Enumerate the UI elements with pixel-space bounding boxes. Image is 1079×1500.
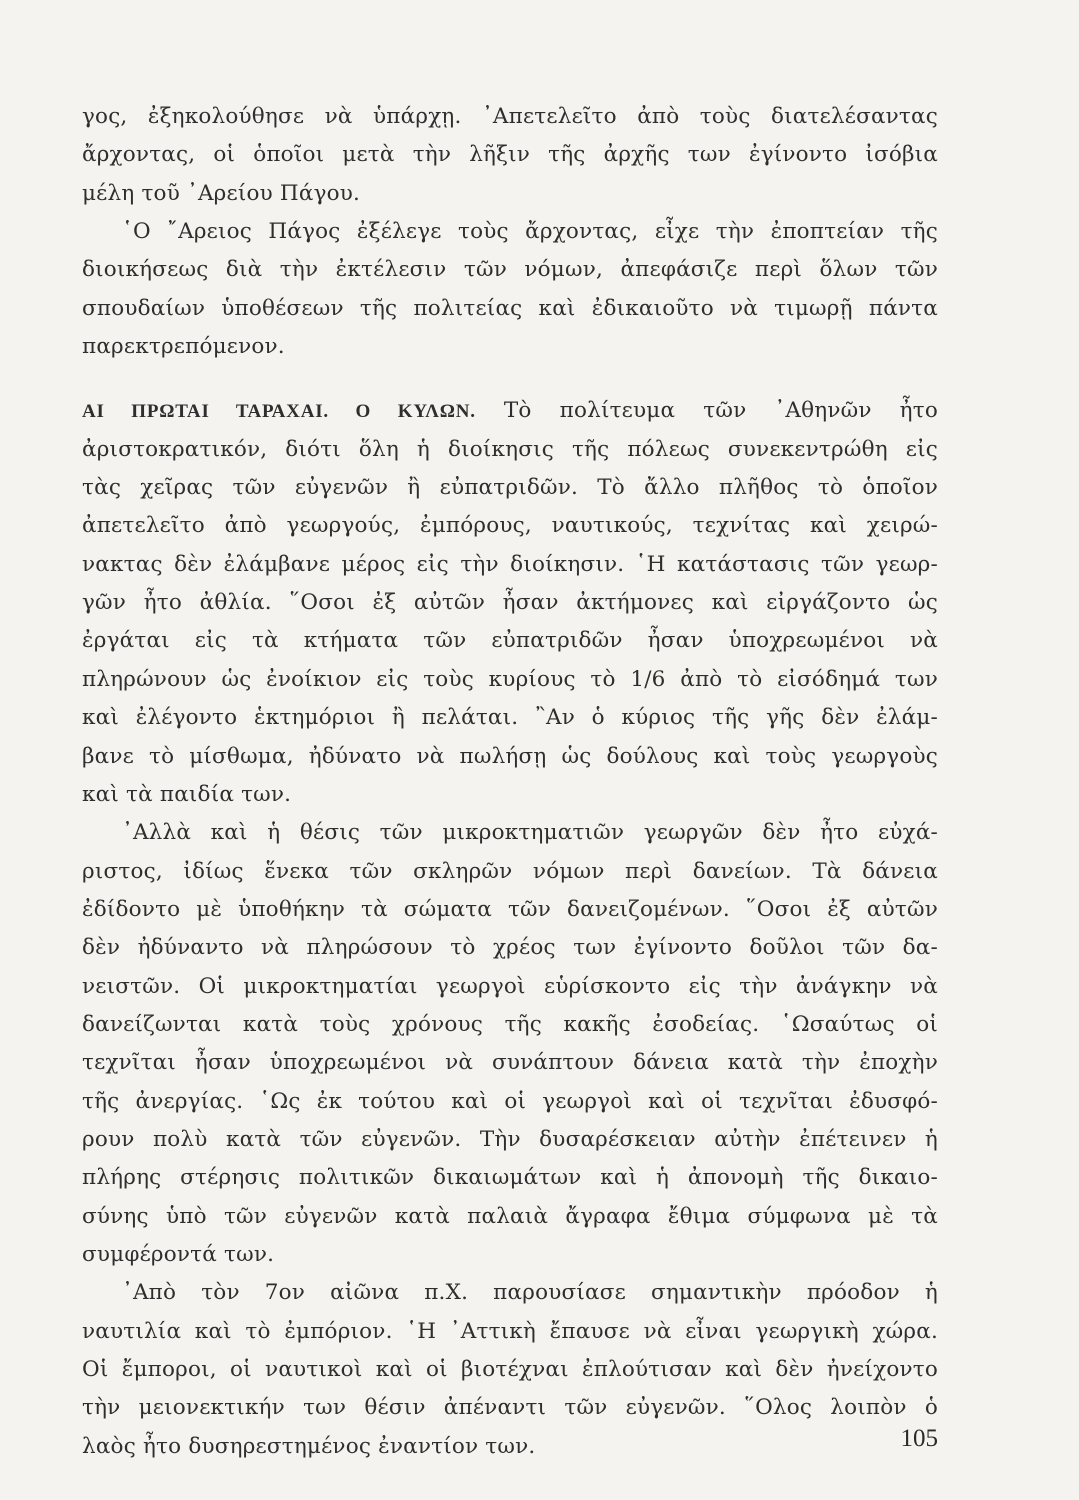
text-line: παρεκτρεπόμενον. — [82, 334, 285, 360]
text-line: καὶ τὰ παιδία των. — [82, 781, 292, 807]
text-line: ἀριστοκρατικόν, διότι ὅλη ἡ διοίκησις τῆς πόλεως συνεκεντρώθη εἰς — [82, 436, 938, 462]
text-line: νειστῶν. Οἱ μικροκτηματίαι γεωργοὶ εὑρίσκοντο εἰς τὴν ἀνάγκην νὰ — [82, 973, 938, 999]
text-line: ἐδίδοντο μὲ ὑποθήκην τὰ σώματα τῶν δανειζομένων. ῞Οσοι ἐξ αὐτῶν — [82, 896, 938, 922]
text-line: ἐργάται εἰς τὰ κτήματα τῶν εὐπατριδῶν ἦσαν ὑποχρεωμένοι νὰ — [82, 628, 938, 654]
text-line: δὲν ἠδύναντο νὰ πληρώσουν τὸ χρέος των ἐγίνοντο δοῦλοι τῶν δα- — [82, 935, 938, 961]
text-line: γῶν ἦτο ἀθλία. ῞Οσοι ἐξ αὐτῶν ἦσαν ἀκτήμονες καὶ εἰργάζοντο ὡς — [82, 590, 938, 616]
text-line: πλήρης στέρησις πολιτικῶν δικαιωμάτων καὶ ἡ ἀπονομὴ τῆς δικαιο- — [82, 1165, 938, 1191]
text-line: ρουν πολὺ κατὰ τῶν εὐγενῶν. Τὴν δυσαρέσκειαν αὐτὴν ἐπέτεινεν ἡ — [82, 1126, 938, 1152]
section-heading: ΑΙ ΠΡΩΤΑΙ ΤΑΡΑΧΑΙ. Ο ΚΥΛΩΝ. — [82, 401, 476, 423]
text-line: ἀπετελεῖτο ἀπὸ γεωργούς, ἐμπόρους, ναυτικούς, τεχνίτας καὶ χειρώ- — [82, 513, 938, 539]
text-line: νακτας δὲν ἐλάμβανε μέρος εἰς τὴν διοίκησιν. ῾Η κατάστασις τῶν γεωρ- — [82, 551, 938, 577]
text-line: πληρώνουν ὡς ἐνοίκιον εἰς τοὺς κυρίους τὸ 1/6 ἀπὸ τὸ εἰσόδημά των — [82, 666, 938, 692]
text-fragment: Τὸ πολίτευμα τῶν ᾿Αθηνῶν ἦτο — [503, 398, 939, 424]
text-line: γος, ἐξηκολούθησε νὰ ὑπάρχῃ. ᾿Απετελεῖτο ἀπὸ τοὺς διατελέσαντας — [82, 104, 938, 129]
text-line: διοικήσεως διὰ τὴν ἐκτέλεσιν τῶν νόμων, ἀπεφάσιζε περὶ ὅλων τῶν — [82, 257, 938, 283]
text-line: βανε τὸ μίσθωμα, ἠδύνατο νὰ πωλήσῃ ὡς δούλους καὶ τοὺς γεωργοὺς — [82, 743, 938, 769]
text-line: ριστος, ἰδίως ἕνεκα τῶν σκληρῶν νόμων περὶ δανείων. Τὰ δάνεια — [82, 858, 938, 884]
text-line: ᾿Αλλὰ καὶ ἡ θέσις τῶν μικροκτηματιῶν γεωργῶν δὲν ἦτο εὐχά- — [122, 820, 938, 846]
text-line: καὶ ἐλέγοντο ἑκτημόριοι ἢ πελάται. ῍Αν ὁ κύριος τῆς γῆς δὲν ἐλάμ- — [82, 705, 938, 731]
text-line: λαὸς ἦτο δυσηρεστημένος ἐναντίον των. — [82, 1433, 536, 1459]
text-line: ναυτιλία καὶ τὸ ἐμπόριον. ῾Η ᾿Αττικὴ ἔπαυσε νὰ εἶναι γεωργικὴ χώρα. — [82, 1318, 938, 1344]
text-line: συμφέροντά των. — [82, 1241, 275, 1267]
section-first-line — [82, 392, 938, 430]
text-line: ᾿Απὸ τὸν 7ον αἰῶνα π.Χ. παρουσίασε σημαντικὴν πρόοδον ἡ — [122, 1280, 938, 1306]
text-line: ἄρχοντας, οἱ ὁποῖοι μετὰ τὴν λῆξιν τῆς ἀρχῆς των ἐγίνοντο ἰσόβια — [82, 142, 938, 168]
text-line: δανείζωνται κατὰ τοὺς χρόνους τῆς κακῆς ἐσοδείας. ῾Ωσαύτως οἱ — [82, 1011, 938, 1037]
text-line: ῾Ο ῎Αρειος Πάγος ἐξέλεγε τοὺς ἄρχοντας, εἶχε τὴν ἐποπτείαν τῆς — [122, 219, 938, 245]
text-line: μέλη τοῦ ᾿Αρείου Πάγου. — [82, 180, 361, 206]
text-line: σπουδαίων ὑποθέσεων τῆς πολιτείας καὶ ἐδικαιοῦτο νὰ τιμωρῇ πάντα — [82, 295, 938, 321]
text-line: τεχνῖται ἦσαν ὑποχρεωμένοι νὰ συνάπτουν δάνεια κατὰ τὴν ἐποχὴν — [82, 1050, 938, 1076]
text-line: Οἱ ἔμποροι, οἱ ναυτικοὶ καὶ οἱ βιοτέχναι ἐπλούτισαν καὶ δὲν ἠνείχοντο — [82, 1357, 938, 1382]
text-line: τὴν μειονεκτικήν των θέσιν ἀπέναντι τῶν εὐγενῶν. ῞Ολος λοιπὸν ὁ — [82, 1395, 938, 1421]
text-line: τὰς χεῖρας τῶν εὐγενῶν ἢ εὐπατριδῶν. Τὸ ἄλλο πλῆθος τὸ ὁποῖον — [82, 475, 938, 501]
text-line: σύνης ὑπὸ τῶν εὐγενῶν κατὰ παλαιὰ ἄγραφα ἔθιμα σύμφωνα μὲ τὰ — [82, 1203, 938, 1229]
page-text — [82, 98, 938, 1466]
page-number: 105 — [900, 1425, 938, 1452]
text-line: τῆς ἀνεργίας. ῾Ως ἐκ τούτου καὶ οἱ γεωργοὶ καὶ οἱ τεχνῖται ἐδυσφό- — [82, 1088, 938, 1114]
